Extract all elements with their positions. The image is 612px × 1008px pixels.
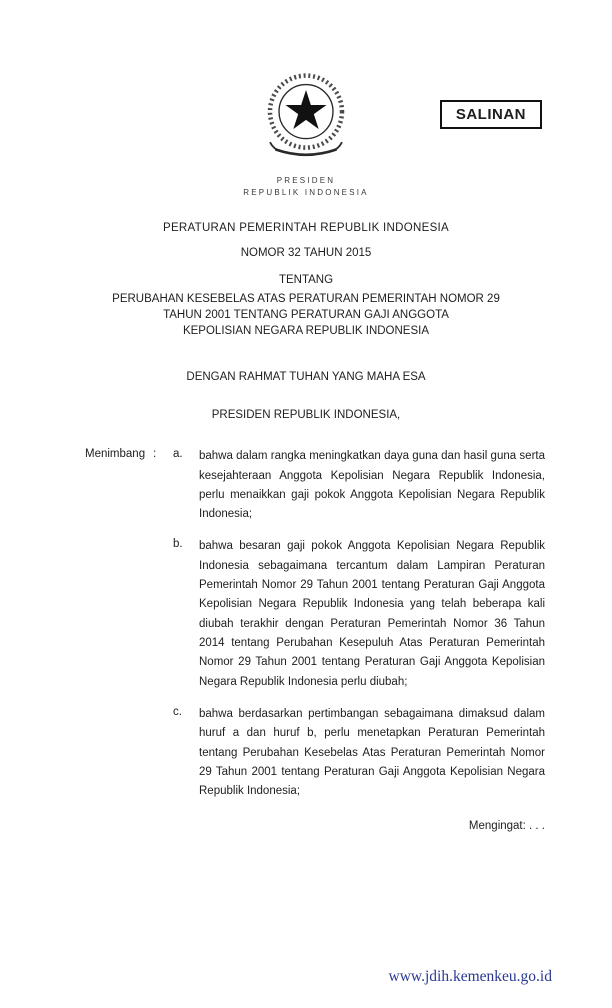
subject-line: TAHUN 2001 TENTANG PERATURAN GAJI ANGGOTA (163, 309, 449, 322)
invocation-line: DENGAN RAHMAT TUHAN YANG MAHA ESA (186, 371, 426, 384)
presidential-emblem-icon (251, 70, 361, 169)
regulation-subject (0, 291, 612, 339)
regulation-title: PERATURAN PEMERINTAH REPUBLIK INDONESIA (162, 222, 450, 235)
consideration-item-a (173, 447, 545, 524)
subject-line: KEPOLISIAN NEGARA REPUBLIK INDONESIA (182, 325, 430, 338)
about-label: TENTANG (278, 274, 334, 287)
considerations-separator: : (153, 448, 157, 461)
consideration-text: bahwa besaran gaji pokok Anggota Kepolisian Negara Republik Indonesia sebagaimana tercantum dalam Lampiran Peraturan Pemerintah Nomor 29 Tahun 2001 tentang Peraturan Gaji Anggota Kepolisian Negara Republik Indonesia yang telah beberapa kali diubah terakhir dengan Peraturan Pemerintah Nomor 36 Tahun 2014 tentang Perubahan Kesepuluh Atas Peraturan Pemerintah Nomor 29 Tahun 2001 tentang Peraturan Gaji Anggota Kepolisian Negara Republik Indonesia perlu diubah; (199, 540, 545, 688)
continuation-catchword: Mengingat: . . . (468, 819, 545, 832)
consideration-letter: b. (173, 538, 183, 551)
considerations-label: Menimbang (85, 448, 146, 461)
subject-line: PERUBAHAN KESEBELAS ATAS PERATURAN PEMERINTAH NOMOR 29 (112, 293, 500, 306)
consideration-letter: a. (173, 448, 183, 461)
consideration-item-b (173, 537, 545, 692)
letterhead-line1: PRESIDEN (276, 176, 336, 185)
considerations-section (85, 447, 545, 801)
consideration-text: bahwa berdasarkan pertimbangan sebagaimana dimaksud dalam huruf a dan huruf b, perlu menetapkan Peraturan Pemerintah tentang Perubahan Kesebelas Atas Peraturan Pemerintah Nomor 29 Tahun 2001 tentang Peraturan Gaji Anggota Kepolisian Negara Republik Indonesia; (199, 707, 545, 798)
document-body (0, 447, 612, 831)
consideration-text: bahwa dalam rangka meningkatkan daya guna dan hasil guna serta kesejahteraan Anggota Kepolisian Negara Republik Indonesia, perlu menaikkan gaji pokok Anggota Kepolisian Negara Republik Indonesia; (199, 450, 545, 521)
salinan-stamp-label: SALINAN (455, 106, 526, 123)
letterhead (0, 175, 612, 198)
letterhead-line2: REPUBLIK INDONESIA (243, 187, 369, 197)
document-heading (0, 222, 612, 421)
authority-line: PRESIDEN REPUBLIK INDONESIA, (211, 409, 401, 422)
consideration-letter: c. (173, 705, 182, 718)
consideration-item-c (173, 705, 545, 802)
footer-watermark-url: www.jdih.kemenkeu.go.id (388, 968, 552, 985)
considerations-list (173, 447, 545, 801)
regulation-number: NOMOR 32 TAHUN 2015 (240, 247, 372, 260)
salinan-stamp (440, 100, 542, 129)
